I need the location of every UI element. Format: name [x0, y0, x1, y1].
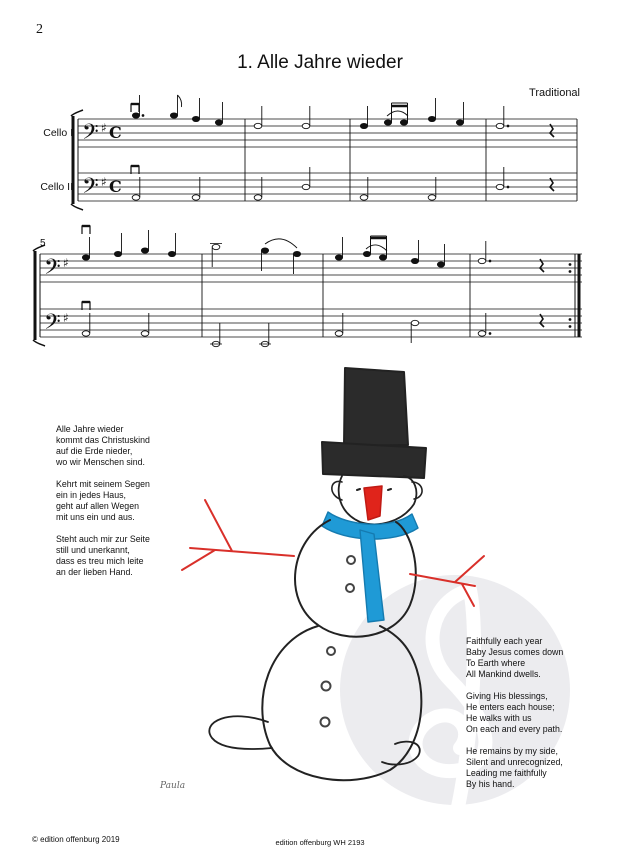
top-hat-icon [344, 368, 408, 446]
notes-cello-1-system-2 [82, 230, 544, 274]
song-title: 1. Alle Jahre wieder [237, 52, 403, 73]
lyrics-verse: Faithfully each year Baby Jesus comes down To Earth where All Mankind dwells. [466, 636, 564, 679]
page-number: 2 [36, 22, 43, 37]
lyrics-verse: Steht auch mir zur Seite still und unerkannt, dass es treu mich leite an der lieben Hand. [56, 534, 150, 577]
bass-clef-icon: 𝄢 [82, 174, 99, 204]
lyrics-verse: Alle Jahre wieder kommt das Christuskind auf die Erde nieder, wo wir Menschen sind. [56, 424, 150, 467]
lyrics-verse: Kehrt mit seinem Segen ein in jedes Haus, geht auf allen Wegen mit uns ein und aus. [56, 479, 150, 522]
artist-signature: Paula [160, 781, 186, 791]
catalog-number: edition offenburg WH 2193 [275, 838, 365, 847]
cello-2-label: Cello II [40, 181, 73, 193]
lyrics-german [56, 424, 216, 589]
key-sharp-icon: ♯ [101, 175, 107, 189]
lyrics-verse: Giving His blessings, He enters each house; He walks with us On each and every path. [466, 691, 563, 734]
cello-1-label: Cello I [43, 127, 73, 139]
notes-cello-1-system-1 [132, 95, 554, 137]
common-time-icon: C [109, 177, 122, 196]
carrot-nose-icon [364, 486, 382, 520]
bass-clef-icon: 𝄢 [82, 120, 99, 150]
bass-clef-icon: 𝄢 [44, 310, 61, 340]
common-time-icon: C [109, 123, 122, 142]
staff-system-2 [40, 254, 582, 337]
composer-credit: Traditional [529, 87, 580, 99]
measure-number: 5 [40, 238, 46, 249]
lyrics-verse: He remains by my side, Silent and unrecognized, Leading me faithfully By his hand. [466, 746, 563, 789]
lyrics-english [466, 636, 606, 801]
key-sharp-icon: ♯ [101, 121, 107, 135]
key-sharp-icon: ♯ [63, 311, 69, 325]
bass-clef-icon: 𝄢 [44, 255, 61, 285]
copyright-notice: © edition offenburg 2019 [32, 835, 120, 844]
notes-cello-2-system-1 [132, 167, 554, 200]
key-sharp-icon: ♯ [63, 256, 69, 270]
